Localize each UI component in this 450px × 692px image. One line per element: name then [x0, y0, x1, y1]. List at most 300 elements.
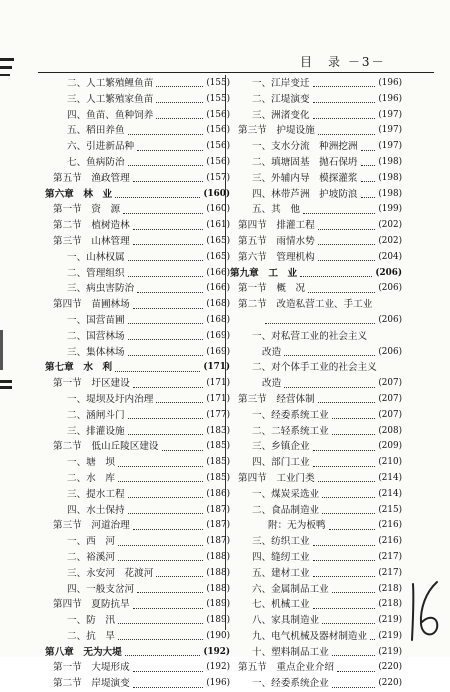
toc-entry-page: (161)	[206, 220, 230, 231]
dot-leader	[133, 223, 204, 230]
dot-leader	[156, 96, 203, 103]
toc-entry-title: 第一节 大堤形成	[53, 662, 130, 674]
toc-entry-page: (166)	[206, 283, 230, 294]
toc-entry-title: 第六章 林 业	[45, 188, 113, 200]
dot-leader	[128, 349, 204, 356]
toc-entry-page: (187)	[206, 536, 230, 547]
toc-entry-title: 四、鱼苗、鱼种饲养	[67, 109, 154, 121]
toc-entry-title: 第二节 改造私营工业、手工业	[238, 299, 373, 311]
toc-entry-page: (198)	[378, 172, 402, 183]
toc-entry-page: (166)	[206, 267, 230, 278]
dot-leader	[313, 602, 376, 609]
dot-leader	[303, 207, 375, 214]
toc-entry-page: (190)	[206, 630, 230, 641]
toc-entry-title: 一、支水分流 种洲挖洲	[252, 141, 358, 153]
toc-entry-page: (197)	[378, 125, 402, 136]
toc-entry-page: (219)	[378, 646, 402, 657]
dot-leader	[156, 80, 203, 87]
toc-entry-title: 四、水土保持	[67, 504, 125, 516]
toc-entry-title: 第三节 护堤设施	[238, 125, 315, 137]
toc-entry-title: 一、经委系统工业	[252, 409, 329, 421]
toc-entry-title: 第二节 低山丘陵区建设	[53, 441, 159, 453]
toc-entry-title: 十、塑料制品工业	[252, 646, 329, 658]
dot-leader	[313, 554, 376, 561]
toc-entry-title: 第四节 苗圃林场	[53, 299, 130, 311]
toc-entry-title: 二、二轻系统工业	[252, 425, 329, 437]
dot-leader	[318, 223, 376, 230]
dot-leader	[313, 444, 376, 451]
toc-entry-title: 二、人工繁殖鲤鱼苗	[67, 78, 154, 89]
toc-entry	[45, 550, 230, 566]
dot-leader	[313, 539, 376, 546]
toc-entry	[45, 408, 230, 424]
toc-entry-page: (168)	[206, 314, 230, 325]
toc-entry-title: 四、缝纫工业	[252, 551, 310, 563]
page-header: 目 录 －3－	[300, 55, 386, 69]
toc-entry	[45, 518, 230, 534]
toc-entry-title: 五、稻田养鱼	[67, 125, 125, 137]
toc-entry-title: 第二节 岸堤演变	[53, 678, 130, 690]
toc-entry-title: 七、鱼病防治	[67, 156, 125, 168]
toc-entry-page: (206)	[378, 314, 402, 325]
dot-leader	[118, 554, 203, 561]
toc-entry-page: (214)	[378, 488, 402, 499]
toc-entry	[230, 155, 402, 171]
toc-entry	[45, 613, 230, 629]
toc-entry-title: 三、人工繁殖家鱼苗	[67, 93, 154, 105]
dot-leader	[118, 633, 203, 640]
toc-entry-title: 二、对个体手工业的社会主义	[252, 362, 377, 374]
toc-entry-title: 二、涵闸斗门	[67, 409, 125, 421]
toc-entry-title: 第三节 河道治理	[53, 520, 130, 532]
toc-entry-page: (188)	[206, 583, 230, 594]
toc-entry-page: (196)	[206, 678, 230, 689]
toc-entry-page: (155)	[206, 78, 230, 88]
toc-entry	[230, 660, 402, 676]
dot-leader	[137, 586, 203, 593]
dot-leader	[137, 286, 203, 293]
toc-entry-page: (220)	[378, 662, 402, 673]
dot-leader	[133, 381, 204, 388]
toc-entry-page: (197)	[378, 109, 402, 120]
toc-entry-page: (209)	[378, 441, 402, 452]
dot-leader	[128, 254, 204, 261]
toc-entry	[45, 108, 230, 124]
dot-leader	[322, 491, 375, 498]
toc-entry	[45, 329, 230, 345]
toc-entry	[45, 534, 230, 550]
toc-entry	[230, 187, 402, 203]
toc-entry-page: (185)	[206, 472, 230, 483]
toc-entry	[230, 392, 402, 408]
toc-entry-title: 四、林带芦洲 护坡防浪	[252, 188, 358, 200]
toc-entry-page: (206)	[375, 267, 402, 278]
toc-entry	[45, 218, 230, 234]
toc-entry-page: (185)	[206, 441, 230, 452]
dot-leader	[265, 317, 375, 324]
toc-entry-page: (216)	[378, 536, 402, 547]
toc-entry-page: (165)	[206, 235, 230, 246]
dot-leader	[128, 270, 204, 277]
dot-leader	[118, 460, 203, 467]
toc-entry	[230, 360, 402, 376]
dot-leader	[370, 633, 375, 640]
toc-entry	[230, 534, 402, 550]
toc-entry	[45, 76, 230, 92]
toc-entry	[45, 187, 230, 203]
toc-entry-title: 第四节 夏防抗旱	[53, 599, 130, 611]
dot-leader	[332, 428, 376, 435]
dot-leader	[133, 602, 204, 609]
toc-entry-page: (160)	[206, 204, 230, 215]
toc-entry-page: (188)	[206, 567, 230, 578]
dot-leader	[300, 270, 372, 277]
dot-leader	[128, 412, 204, 419]
dot-leader	[318, 128, 376, 135]
toc-entry-title: 第六节 管理机构	[238, 251, 315, 263]
dot-leader	[332, 412, 376, 419]
dot-leader	[125, 649, 201, 656]
toc-entry-page: (218)	[378, 599, 402, 610]
dot-leader	[156, 396, 203, 403]
toc-entry-title: 第七章 水 利	[45, 362, 113, 374]
toc-entry-title: 三、纺织工业	[252, 536, 310, 548]
toc-entry-page: (183)	[206, 425, 230, 436]
toc-entry-title: 二、管理组织	[67, 267, 125, 279]
toc-entry-title: 第四节 排灌工程	[238, 220, 315, 232]
toc-entry-page: (207)	[378, 393, 402, 404]
dot-leader	[318, 238, 376, 245]
toc-entry-page: (219)	[378, 630, 402, 641]
toc-entry-page: (217)	[378, 551, 402, 562]
toc-entry-title: 第五节 雨情水势	[238, 235, 315, 247]
toc-entry-title: 第九章 工 业	[230, 267, 298, 279]
dot-leader	[313, 96, 376, 103]
toc-entry	[230, 345, 402, 361]
toc-entry-title: 五、建材工业	[252, 567, 310, 579]
dot-leader	[361, 144, 376, 151]
dot-leader	[128, 428, 204, 435]
toc-entry-page: (208)	[378, 425, 402, 436]
toc-entry-title: 一、经委系统企业	[252, 678, 329, 690]
toc-entry-title: 三、排灌设施	[67, 425, 125, 437]
toc-entry	[45, 503, 230, 519]
toc-entry-title: 三、永安河 花渡河	[67, 567, 154, 579]
toc-entry	[230, 92, 402, 108]
toc-entry-page: (206)	[378, 283, 402, 294]
toc-entry	[45, 155, 230, 171]
dot-leader	[123, 207, 203, 214]
toc-entry-title: 二、填塘固基 抛石保坍	[252, 156, 358, 168]
toc-entry	[45, 392, 230, 408]
dot-leader	[133, 523, 204, 530]
toc-entry-title: 第三节 经营体制	[238, 393, 315, 405]
dot-leader	[332, 681, 376, 688]
dot-leader	[118, 617, 203, 624]
toc-entry-page: (187)	[206, 504, 230, 515]
dot-leader	[313, 570, 376, 577]
toc-entry-title: 八、家具制造业	[252, 615, 320, 627]
toc-entry	[230, 518, 402, 534]
toc-entry-page: (169)	[206, 346, 230, 357]
toc-entry-page: (210)	[378, 457, 402, 468]
toc-entry	[45, 345, 230, 361]
toc-entry	[45, 139, 230, 155]
toc-entry-title: 七、机械工业	[252, 599, 310, 611]
toc-entry-title: 二、食品制造业	[252, 504, 320, 516]
toc-entry	[230, 455, 402, 471]
dot-leader	[115, 365, 200, 372]
toc-entry	[230, 329, 402, 345]
toc-entry-title: 二、抗 旱	[67, 630, 115, 642]
dot-leader	[284, 349, 375, 356]
toc-entry-page: (169)	[206, 330, 230, 341]
toc-entry-title: 第五节 渔政管理	[53, 172, 130, 184]
toc-entry	[45, 439, 230, 455]
dot-leader	[137, 144, 203, 151]
toc-entry	[230, 597, 402, 613]
toc-entry-title: 九、电气机械及器材制造业	[252, 630, 368, 642]
dot-leader	[361, 159, 376, 166]
toc-entry	[230, 202, 402, 218]
toc-entry-title: 一、西 河	[67, 536, 115, 548]
toc-entry-page: (157)	[206, 172, 230, 183]
toc-entry	[45, 660, 230, 676]
toc-entry	[45, 123, 230, 139]
toc-entry-title: 改造	[262, 346, 282, 358]
toc-entry-page: (171)	[203, 362, 230, 373]
toc-entry-title: 改造	[262, 378, 282, 390]
toc-entry-title: 第一节 圩区建设	[53, 378, 130, 390]
toc-entry	[45, 645, 230, 661]
toc-entry	[230, 297, 402, 313]
toc-entry-page: (199)	[378, 204, 402, 215]
toc-entry-page: (156)	[206, 109, 230, 120]
toc-entry-title: 三、提水工程	[67, 488, 125, 500]
toc-entry-page: (185)	[206, 457, 230, 468]
toc-entry	[230, 171, 402, 187]
dot-leader	[318, 254, 376, 261]
toc-entry-page: (197)	[378, 141, 402, 152]
dot-leader	[133, 665, 204, 672]
toc-entry-title: 一、煤炭采选业	[252, 488, 320, 500]
toc-entry	[230, 108, 402, 124]
toc-entry-title: 一、对私营工业的社会主义	[252, 330, 368, 342]
toc-entry	[45, 582, 230, 598]
toc-entry	[230, 566, 402, 582]
toc-entry	[45, 424, 230, 440]
toc-entry	[230, 503, 402, 519]
toc-entry	[45, 471, 230, 487]
toc-entry-page: (217)	[378, 567, 402, 578]
toc-entry	[230, 313, 402, 329]
toc-entry	[230, 613, 402, 629]
toc-entry	[230, 281, 402, 297]
toc-entry-page: (207)	[378, 409, 402, 420]
toc-entry	[230, 139, 402, 155]
dot-leader	[133, 175, 204, 182]
toc-entry	[45, 313, 230, 329]
toc-entry	[230, 439, 402, 455]
toc-entry	[230, 408, 402, 424]
header-rule	[38, 72, 434, 73]
toc-entry	[45, 597, 230, 613]
dot-leader	[313, 112, 376, 119]
toc-entry-title: 第八章 无为大堤	[45, 646, 122, 658]
toc-entry-page: (186)	[206, 488, 230, 499]
dot-leader	[308, 286, 375, 293]
toc-entry-page: (171)	[206, 393, 230, 404]
toc-entry-title: 一、山林权属	[67, 251, 125, 263]
toc-entry-title: 三、病虫害防治	[67, 283, 135, 295]
toc-entry	[45, 376, 230, 392]
toc-entry-title: 第二节 植树造林	[53, 220, 130, 232]
dot-leader	[128, 333, 204, 340]
toc-entry-page: (192)	[203, 646, 230, 657]
toc-entry-title: 二、裕溪河	[67, 551, 115, 563]
dot-leader	[329, 523, 376, 530]
toc-entry-title: 四、一般支岔河	[67, 583, 135, 595]
toc-entry	[230, 76, 402, 92]
dot-leader	[128, 159, 204, 166]
toc-entry	[230, 487, 402, 503]
toc-entry-title: 三、外辅内导 模探灌浆	[252, 172, 358, 184]
toc-entry	[230, 123, 402, 139]
dot-leader	[322, 617, 375, 624]
toc-entry	[230, 376, 402, 392]
toc-entry-page: (188)	[206, 551, 230, 562]
toc-entry	[45, 250, 230, 266]
dot-leader	[322, 507, 375, 514]
toc-entry	[45, 171, 230, 187]
toc-entry-title: 三、集体林场	[67, 346, 125, 358]
toc-entry-title: 三、乡镇企业	[252, 441, 310, 453]
toc-entry	[45, 266, 230, 282]
toc-entry-page: (220)	[378, 678, 402, 689]
dot-leader	[133, 238, 204, 245]
dot-leader	[118, 539, 203, 546]
toc-entry-page: (165)	[206, 251, 230, 262]
toc-entry-title: 五、其 他	[252, 204, 300, 216]
toc-entry	[230, 471, 402, 487]
toc-entry-page: (196)	[378, 93, 402, 104]
toc-entry	[45, 629, 230, 645]
toc-entry-title: 四、部门工业	[252, 457, 310, 469]
toc-entry	[45, 202, 230, 218]
toc-entry-page: (156)	[206, 125, 230, 136]
toc-entry	[230, 266, 402, 282]
toc-entry	[45, 566, 230, 582]
toc-entry	[230, 550, 402, 566]
toc-entry	[45, 281, 230, 297]
toc-entry-page: (189)	[206, 615, 230, 626]
toc-entry-page: (156)	[206, 141, 230, 152]
toc-entry-page: (207)	[378, 378, 402, 389]
toc-entry-page: (160)	[203, 188, 230, 199]
toc-entry-title: 一、国营苗圃	[67, 314, 125, 326]
toc-right-column	[230, 76, 402, 692]
toc-entry-page: (216)	[378, 520, 402, 531]
dot-leader	[337, 665, 375, 672]
toc-entry	[230, 629, 402, 645]
toc-entry-page: (168)	[206, 299, 230, 310]
toc-entry	[45, 455, 230, 471]
toc-entry-title: 第一节 概 况	[238, 283, 306, 295]
dot-leader	[128, 507, 204, 514]
toc-entry-title: 第四节 工业门类	[238, 472, 315, 484]
toc-entry	[45, 92, 230, 108]
toc-entry	[230, 676, 402, 692]
toc-entry-page: (196)	[378, 78, 402, 88]
dot-leader	[313, 460, 376, 467]
toc-entry-title: 一、塘 坝	[67, 457, 115, 469]
toc-entry-page: (219)	[378, 615, 402, 626]
toc-entry-title: 三、洲渚变化	[252, 109, 310, 121]
toc-entry	[230, 250, 402, 266]
dot-leader	[128, 491, 204, 498]
toc-entry-page: (189)	[206, 599, 230, 610]
toc-entry-page: (177)	[206, 409, 230, 420]
toc-entry	[230, 424, 402, 440]
toc-left-column	[45, 76, 230, 692]
dot-leader	[133, 681, 204, 688]
toc-entry-page: (155)	[206, 93, 230, 104]
toc-entry-title: 一、堤坝及圩内治理	[67, 393, 154, 405]
toc-entry-page: (192)	[206, 662, 230, 673]
toc-entry-page: (215)	[378, 504, 402, 515]
toc-entry	[45, 297, 230, 313]
toc-entry	[45, 487, 230, 503]
toc-entry	[45, 234, 230, 250]
toc-entry-title: 附：无为板鸭	[268, 520, 326, 532]
toc-entry-title: 二、水 库	[67, 472, 115, 484]
dot-leader	[156, 570, 203, 577]
toc-entry-page: (198)	[378, 188, 402, 199]
dot-leader	[313, 80, 376, 87]
toc-entry	[45, 676, 230, 692]
binding-edge-marks	[0, 40, 16, 460]
toc-entry-page: (218)	[378, 583, 402, 594]
toc-entry-title: 第三节 山林管理	[53, 235, 130, 247]
dot-leader	[156, 112, 203, 119]
toc-entry-page: (171)	[206, 378, 230, 389]
handwritten-page-number	[404, 578, 444, 644]
toc-entry-title: 第五节 重点企业介绍	[238, 662, 334, 674]
toc-entry-page: (202)	[378, 220, 402, 231]
dot-leader	[332, 586, 376, 593]
toc-entry-page: (206)	[378, 346, 402, 357]
toc-entry-title: 六、金属制品工业	[252, 583, 329, 595]
toc-entry-page: (214)	[378, 472, 402, 483]
dot-leader	[133, 302, 204, 309]
dot-leader	[118, 475, 203, 482]
toc-entry-title: 一、防 汛	[67, 615, 115, 627]
dot-leader	[162, 444, 204, 451]
toc-entry-page: (187)	[206, 520, 230, 531]
dot-leader	[115, 191, 200, 198]
toc-entry-title: 六、引进新品种	[67, 141, 135, 153]
toc-entry	[230, 645, 402, 661]
dot-leader	[318, 396, 376, 403]
toc-entry-page: (202)	[378, 235, 402, 246]
dot-leader	[318, 475, 376, 482]
dot-leader	[128, 317, 204, 324]
toc-entry-title: 一、江岸变迁	[252, 78, 310, 89]
dot-leader	[128, 128, 204, 135]
toc-entry	[45, 360, 230, 376]
dot-leader	[361, 175, 376, 182]
toc-entry-page: (156)	[206, 156, 230, 167]
